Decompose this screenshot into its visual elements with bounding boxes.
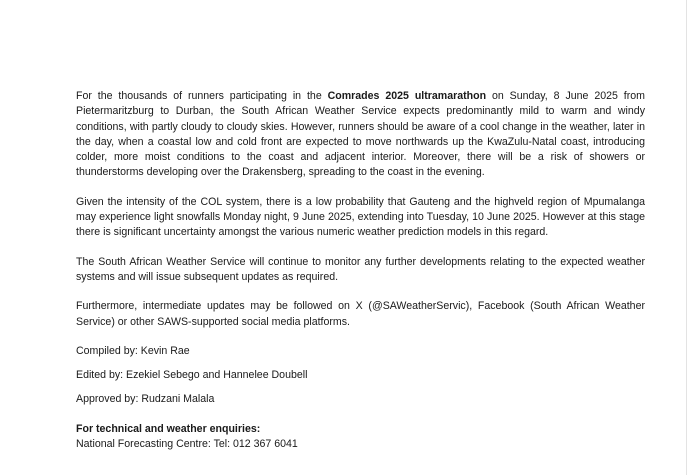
paragraph-social-media: Furthermore, intermediate updates may be followed on X (@SAWeatherServic), Facebook (South African Weather Service) or other SAWS-supported social media platforms. bbox=[76, 300, 645, 328]
forecasting-centre-contact: National Forecasting Centre: Tel: 012 367 6041 bbox=[76, 438, 298, 451]
compiled-by: Compiled by: Kevin Rae bbox=[76, 344, 190, 357]
paragraph-comrades-forecast bbox=[76, 89, 645, 181]
paragraph-snowfall-outlook: Given the intensity of the COL system, there is a low probability that Gauteng and the highveld region of Mpumalanga may experience light snowfalls Monday night, 9 June 2025, extending into Tuesday, 10 June 2025. However at this stage there is significant uncertainty amongst the various numeric weather prediction models in this regard. bbox=[76, 195, 645, 239]
comrades-event-name: Comrades 2025 ultramarathon bbox=[327, 90, 487, 102]
vertical-scrollbar[interactable] bbox=[686, 0, 694, 475]
enquiries-heading: For technical and weather enquiries: bbox=[76, 422, 261, 435]
paragraph-1-intro: For the thousands of runners participating in the bbox=[76, 90, 328, 102]
document-page bbox=[76, 89, 645, 452]
approved-by: Approved by: Rudzani Malala bbox=[76, 393, 215, 406]
paragraph-1-body: on Sunday, 8 June 2025 from Pietermaritzburg to Durban, the South African Weather Service expects predominantly mild to warm and windy conditions, with partly cloudy to cloudy skies. However, runners should be aware of a cool change in the weather, later in the day, when a coastal low and cold front are expected to move northwards up the KwaZulu-Natal coast, introducing colder, more moist conditions to the coast and adjacent interior. Moreover, there will be a risk of showers or thunderstorms developing over the Drakensberg, spreading to the coast in the evening. bbox=[76, 90, 645, 179]
edited-by: Edited by: Ezekiel Sebego and Hannelee Doubell bbox=[76, 369, 308, 382]
paragraph-monitoring: The South African Weather Service will continue to monitor any further developments relating to the expected weather systems and will issue subsequent updates as required. bbox=[76, 255, 645, 283]
